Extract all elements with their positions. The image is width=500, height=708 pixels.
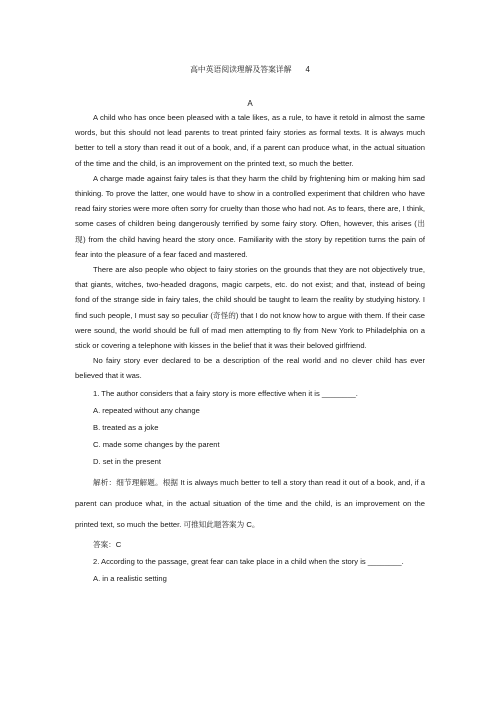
question-1-stem: 1. The author considers that a fairy story is more effective when it is ________. xyxy=(93,388,358,398)
question-1-explanation: 解析：细节理解题。根据 It is always much better to tell a story than read it out of a book, and, if a parent can produce what, in the actual situation of the time and the child, is an improvement on the printed text, so much the better. 可推知此题答案为 C。 xyxy=(75,477,425,529)
section-label: A xyxy=(247,99,253,108)
paragraph-3: There are also people who object to fairy stories on the grounds that they are not objectively true, that giants, witches, two-headed dragons, magic carpets, etc. do not exist; and that, instead of being fond of the strange side in fairy tales, the child should be taught to learn the reality by studying history. I find such people, I must say so peculiar (奇怪的) that I do not know how to argue with them. If their case were sound, the world should be full of mad men attempting to fly from New York to Philadelphia on a stick or covering a telephone with kisses in the belief that it was their beloved girlfriend. xyxy=(75,265,425,351)
question-1-option-c: C. made some changes by the parent xyxy=(93,440,220,450)
question-2-stem: 2. According to the passage, great fear can take place in a child when the story is ________. xyxy=(93,556,404,566)
page-number: 4 xyxy=(305,65,310,74)
question-1-answer: 答案：C xyxy=(93,539,122,549)
paragraph-1: A child who has once been pleased with a tale likes, as a rule, to have it retold in almost the same words, but this should not lead parents to treat printed fairy stories as formal texts. It is always much better to tell a story than read it out of a book, and, if a parent can produce what, in the actual situation of the time and the child, is an improvement on the printed text, so much the better. xyxy=(75,113,425,168)
paragraph-4: No fairy story ever declared to be a description of the real world and no clever child has ever believed that it was. xyxy=(75,356,425,381)
passage-body xyxy=(75,110,425,586)
paragraph-2: A charge made against fairy tales is that they harm the child by frightening him or making him sad thinking. To prove the latter, one would have to show in a controlled experiment that children who have read fairy stories were more often sorry for cruelty than those who had not. As to fears, there are, I think, some cases of children being dangerously terrified by some fairy story. Often, however, this arises (出现) from the child having heard the story once. Familiarity with the story by repetition turns the pain of fear into the pleasure of a fear faced and mastered. xyxy=(75,173,425,259)
header-title: 高中英语阅读理解及答案详解 xyxy=(190,65,292,74)
page-header xyxy=(75,62,425,77)
question-1-option-d: D. set in the present xyxy=(93,457,161,467)
question-1-option-a: A. repeated without any change xyxy=(93,405,200,415)
question-2-option-a: A. in a realistic setting xyxy=(93,574,167,584)
question-1-option-b: B. treated as a joke xyxy=(93,423,159,433)
